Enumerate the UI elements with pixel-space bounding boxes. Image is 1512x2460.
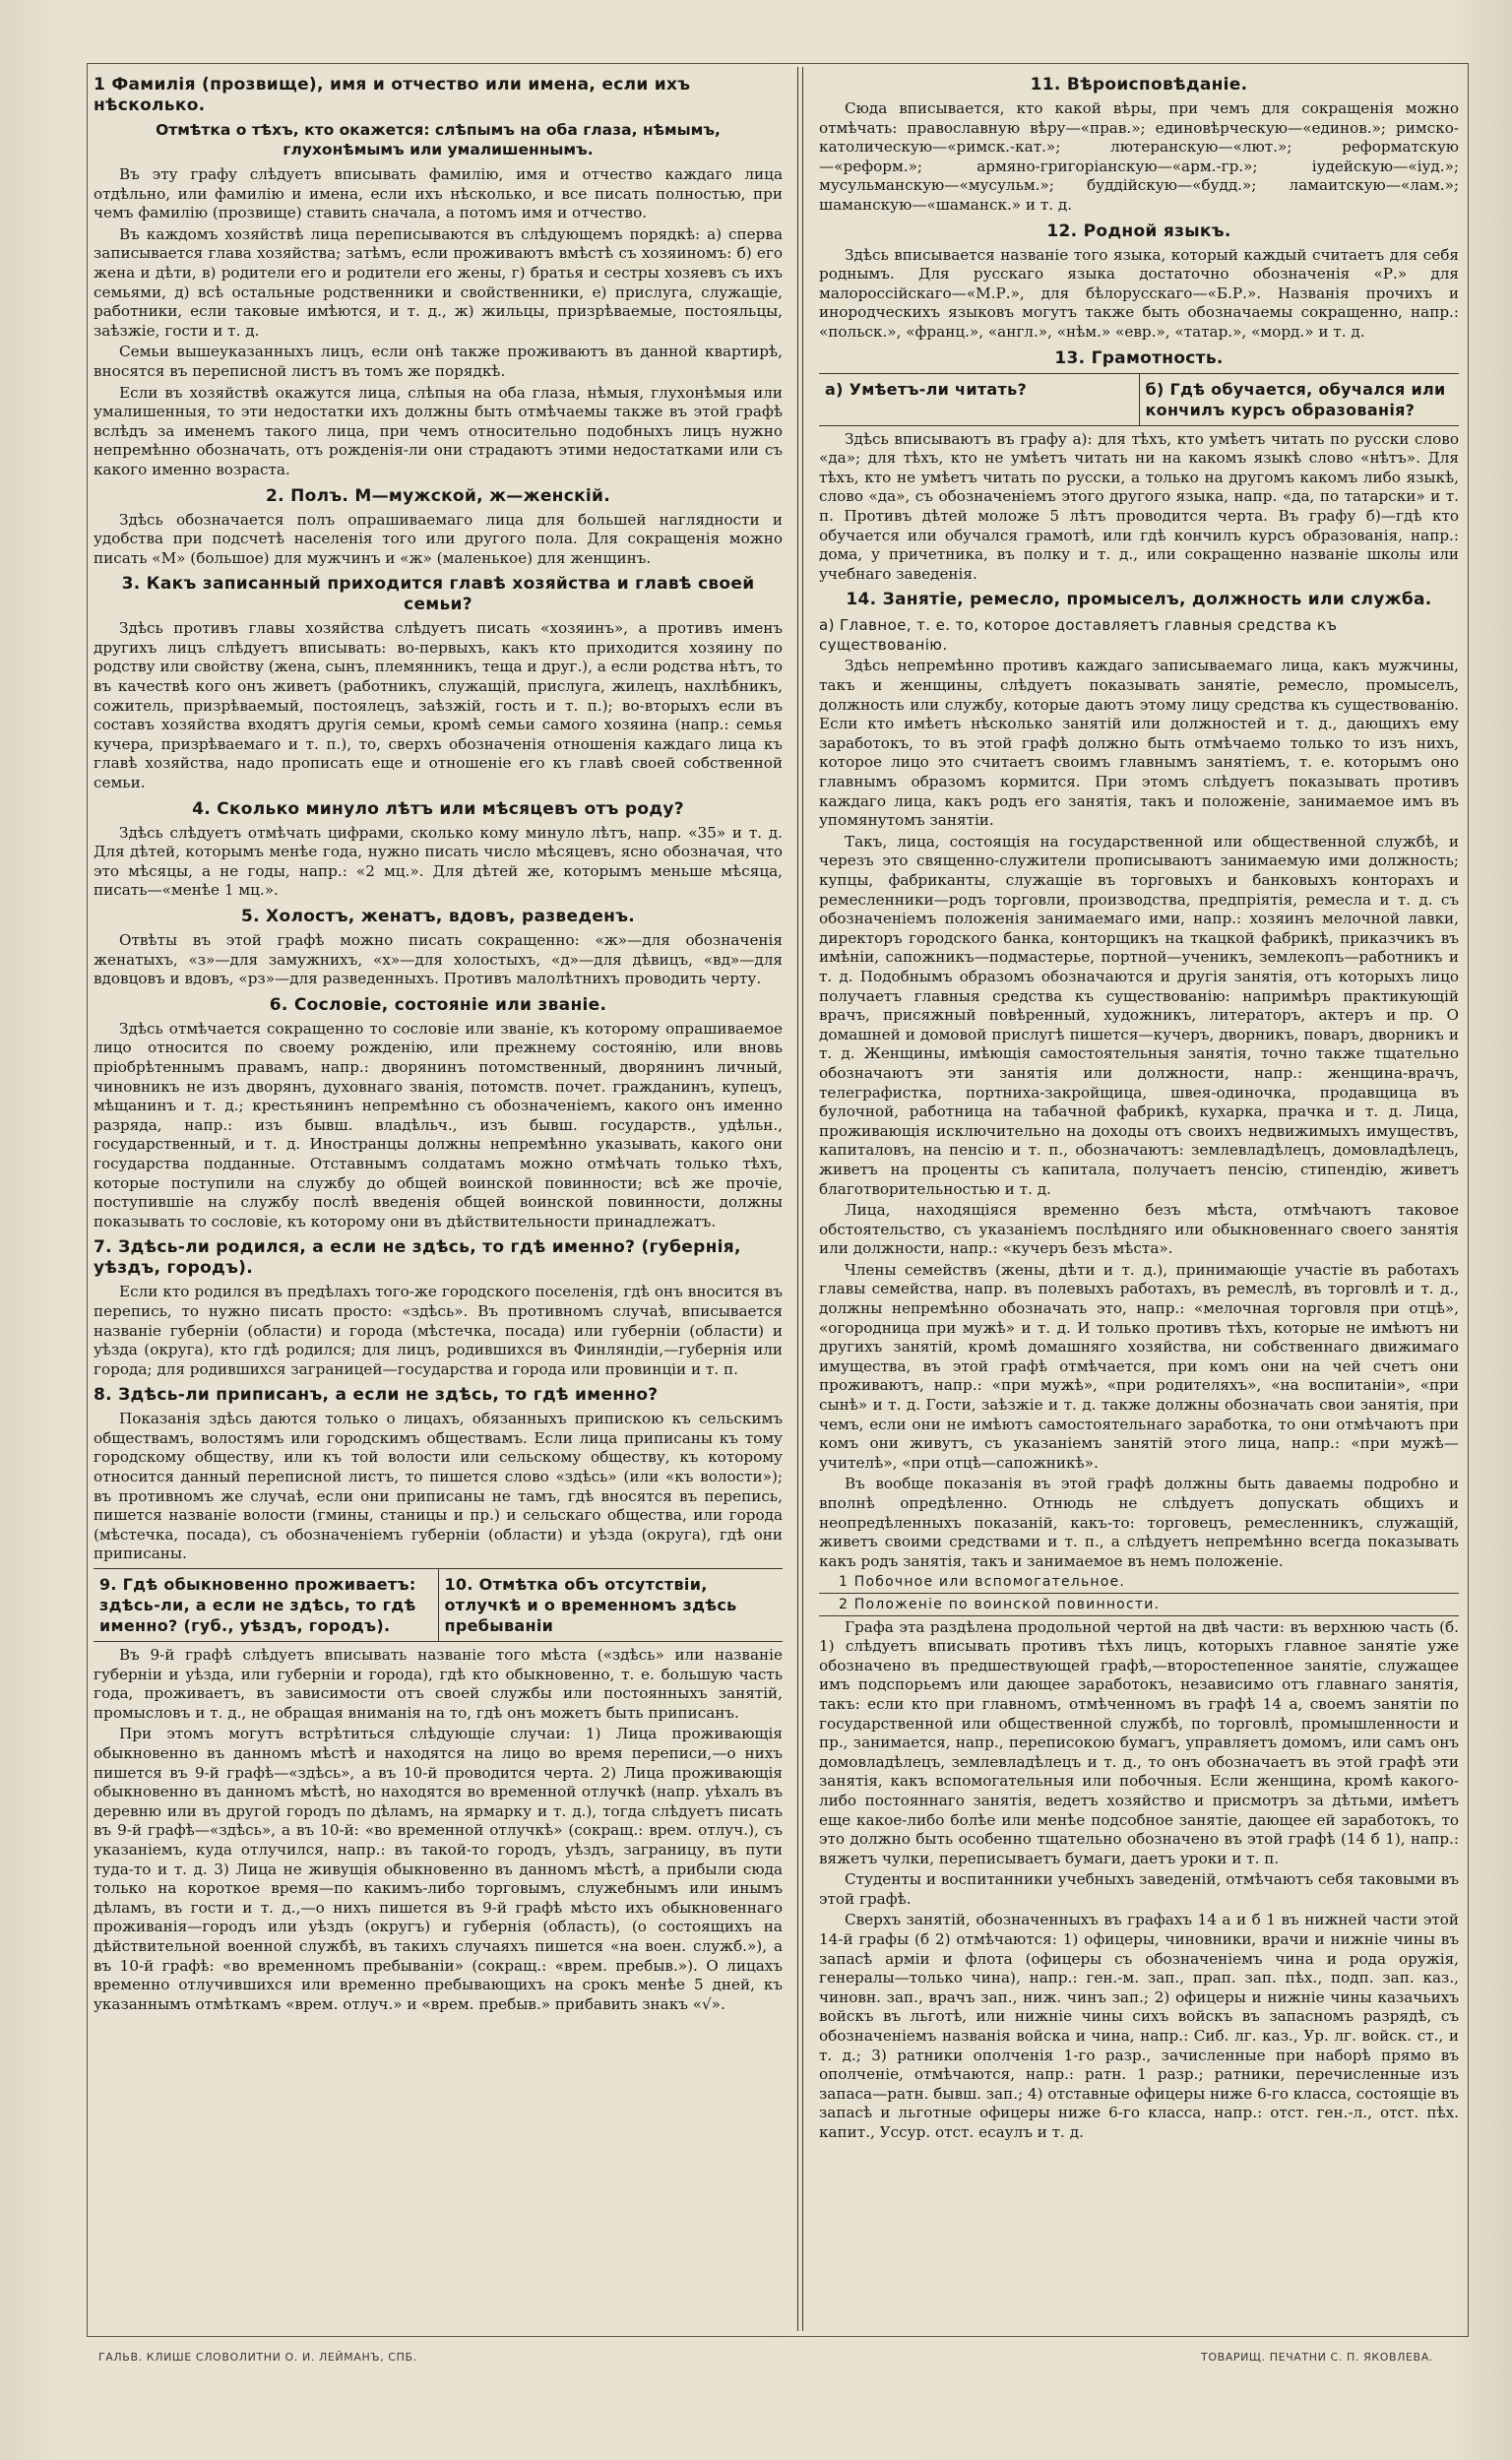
section-1-paragraph: Если въ хозяйствѣ окажутся лица, слѣпыя на оба глаза, нѣмыя, глухонѣмыя или умалишенныя, то эти недостатки ихъ должны быть отмѣчаемы также въ этой графѣ вслѣдъ за именемъ такого лица, при чемъ относительно подобныхъ лицъ нужно непремѣнно обозначать, отъ рожденія-ли они страдаютъ этими недостатками или съ какого именно возраста.	[94, 383, 783, 478]
section-10-title: 10. Отмѣтка объ отсутствіи, отлучкѣ и о временномъ здѣсь пребываніи	[444, 1575, 737, 1636]
section-1-paragraph: Въ каждомъ хозяйствѣ лица переписываются въ слѣдующемъ порядкѣ: а) сперва записывается глава хозяйства; затѣмъ, если проживаютъ вмѣстѣ съ хозяиномъ: б) его жена и дѣти, в) родители его и родители его жены, г) братья и сестры хозяевъ съ ихъ семьями, д) всѣ остальные родственники и свойственники, е) прислуга, служащіе, работники, если таковые имѣются, и т. д., ж) жильцы, призрѣваемые, постояльцы, заѣзжіе, гости и т. д.	[94, 224, 783, 340]
section-14-paragraph: Въ вообще показанія въ этой графѣ должны быть даваемы подробно и вполнѣ опредѣленно. Отнюдь не слѣдуетъ допускать общихъ и неопредѣленныхъ показаній, какъ-то: торговецъ, ремесленникъ, служащій, живетъ своими средствами и т. п., а слѣдуетъ непремѣнно всегда показывать какъ родъ занятія, такъ и занимаемое въ немъ положеніе.	[819, 1475, 1459, 1570]
section-11-title: 11. Вѣроисповѣданіе.	[1030, 75, 1248, 95]
section-14b1-subtitle: 1 Побочное или вспомогательное.	[819, 1573, 1459, 1594]
section-9-10-header	[94, 1568, 783, 1642]
section-13a-title: а) Умѣетъ-ли читать?	[825, 379, 1028, 399]
section-3-title: 3. Какъ записанный приходится главѣ хозяйства и главѣ своей семьи?	[121, 574, 755, 615]
section-14-paragraph: Такъ, лица, состоящія на государственной или общественной службѣ, и черезъ это священно-служители прописываютъ занимаемую ими должность; купцы, фабриканты, служащіе въ торговыхъ и банковыхъ конторахъ и ремесленники—родъ торговли, производства, предпріятія, ремесла и т. д. съ обозначеніемъ положенія занимаемаго ими, напр.: хозяинъ мелочной лавки, директоръ городского банка, конторщикъ на ткацкой фабрикѣ, приказчикъ въ имѣніи, сапожникъ—подмастерье, портной—ученикъ, землекопъ—работникъ и т. д. Подобнымъ образомъ обозначаются и другія занятія, отъ которыхъ лицо получаетъ главныя средства къ существованію: напримѣръ практикующій врачъ, присяжный повѣренный, художникъ, литераторъ, актеръ и пр. О домашней и домовой прислугѣ пишется—кучеръ, дворникъ, поваръ, дворникъ и т. д. Женщины, имѣющія самостоятельныя занятія, точно также тщательно обозначаютъ эти занятія или должности, напр.: женщина-врачъ, телеграфистка, портниха-закройщица, швея-одиночка, продавщица въ булочной, работница на табачной фабрикѣ, кухарка, прачка и т. д. Лица, проживающія исключительно на доходы отъ своихъ недвижимыхъ имуществъ, капиталовъ, на пенсію и т. п., обозначаютъ: землевладѣлецъ, домовладѣлецъ, живетъ на проценты съ капитала, получаетъ пенсію, стипендію, живетъ благотворительностью и т. д.	[819, 832, 1459, 1198]
section-13-paragraph: Здѣсь вписываютъ въ графу а): для тѣхъ, кто умѣетъ читать по русски слово «да»; для тѣхъ, кто не умѣетъ читать ни на какомъ языкѣ слово «нѣтъ». Для тѣхъ, кто не умѣетъ читать по русски, а только на другомъ какомъ либо языкѣ, слово «да», съ обозначеніемъ этого другого языка, напр. «да, по татарски» и т. п. Противъ дѣтей моложе 5 лѣтъ проводится черта. Въ графу б)—гдѣ кто обучается или обучался грамотѣ, или гдѣ кончилъ курсъ образованія, напр.: дома, у причетника, въ полку и т. д., или сокращенно названіе школы или учебнаго заведенія.	[819, 429, 1459, 583]
section-14-paragraph: Члены семействъ (жены, дѣти и т. д.), принимающіе участіе въ работахъ главы семейства, напр. въ полевыхъ работахъ, въ ремеслѣ, въ торговлѣ и т. д., должны непремѣнно обозначать это, напр.: «мелочная торговля при отцѣ», «огородница при мужѣ» и т. д. И только противъ тѣхъ, которые не имѣютъ ни другихъ занятій, кромѣ домашняго хозяйства, ни собственнаго движимаго имущества, въ этой графѣ отмѣчается, при комъ они на чей счетъ они проживаютъ, напр.: «при мужѣ», «при родителяхъ», «на воспитаніи», «при сынѣ» и т. д. Гости, заѣзжіе и т. д. также должны обозначать свои занятія, при чемъ, если они не имѣютъ самостоятельнаго заработка, то они отмѣчаютъ при комъ они живутъ, съ указаніемъ занятій этого лица, напр.: «при мужѣ—учителѣ», «при отцѣ—сапожникѣ».	[819, 1260, 1459, 1472]
section-12-paragraph: Здѣсь вписывается названіе того языка, который каждый считаетъ для себя роднымъ. Для русскаго языка достаточно обозначенія «Р.» для малороссійскаго—«М.Р.», для бѣлорусскаго—«Б.Р.». Названія прочихъ и инородческихъ языковъ могутъ также быть обозначаемы сокращенно, напр.: «польск.», «франц.», «англ.», «нѣм.» «евр.», «татар.», «морд.» и т. д.	[819, 245, 1459, 341]
section-6-title: 6. Сословіе, состояніе или званіе.	[269, 994, 607, 1015]
column-divider	[797, 67, 798, 2331]
section-1-title: 1 Фамилія (прозвище), имя и отчество или имена, если ихъ нѣсколько.	[94, 75, 691, 115]
section-9-paragraph: При этомъ могутъ встрѣтиться слѣдующіе случаи: 1) Лица проживающія обыкновенно въ данномъ мѣстѣ и находятся на лицо во время переписи,—о нихъ пишется въ 9-й графѣ—«здѣсь», а въ 10-й проводится черта. 2) Лица проживающія обыкновенно въ данномъ мѣстѣ, но находятся во временной отлучкѣ (напр. уѣхалъ въ деревню или въ другой городъ по дѣламъ, на ярмарку и т. д.), тогда слѣдуетъ писать въ 9-й графѣ—«здѣсь», а въ 10-й: «во временной отлучкѣ» (сокращ.: врем. отлуч.), съ указаніемъ, куда отлучился, напр.: въ такой-то городъ, уѣздъ, заграницу, въ пути туда-то и т. д. 3) Лица не живущія обыкновенно въ данномъ мѣстѣ, а прибыли сюда только на короткое время—по какимъ-либо торговымъ, служебнымъ или инымъ дѣламъ, въ гости и т. д.,—о нихъ пишется въ 9-й графѣ мѣсто ихъ обыкновеннаго проживанія—городъ или уѣздъ (округъ) и губернія (область), (о состоящихъ на дѣйствительной военной службѣ, въ такихъ случаяхъ пишется «на воен. служб.»), а въ 10-й графѣ: «во временномъ пребываніи» (сокращ.: «врем. пребыв.»). О лицахъ временно отлучившихся или временно пребывающихъ на срокъ менѣе 5 дней, къ указаннымъ отмѣткамъ «врем. отлуч.» и «врем. пребыв.» прибавить знакъ «√».	[94, 1725, 783, 2013]
section-5-paragraph: Отвѣты въ этой графѣ можно писать сокращенно: «ж»—для обозначенія женатыхъ, «з»—для замужнихъ, «х»—для холостыхъ, «д»—для дѣвицъ, «вд»—для вдовцовъ и вдовъ, «рз»—для разведенныхъ. Противъ малолѣтнихъ проводить черту.	[94, 931, 783, 988]
section-10-cell	[439, 1569, 784, 1641]
section-14-paragraph: Графа эта раздѣлена продольной чертой на двѣ части: въ верхнюю часть (б. 1) слѣдуетъ вписывать противъ тѣхъ лицъ, которыхъ главное занятіе уже обозначено въ предшествующей графѣ,—второстепенное занятіе, служащее имъ подспорьемъ или дающее заработокъ, независимо отъ главнаго занятія, такъ: если кто при главномъ, отмѣченномъ въ графѣ 14 а, своемъ занятіи по государственной или общественной службѣ, по торговлѣ, промышленности и пр., занимается, напр., переписокою бумагъ, управляетъ домомъ, или самъ онъ домовладѣлецъ, землевладѣлецъ и т. д., то онъ обозначаетъ въ этой графѣ эти занятія, какъ вспомогательныя или побочныя. Если женщина, кромѣ какого-либо постояннаго занятія, ведетъ хозяйство и присмотръ за дѣтьми, имѣетъ еще какое-либо болѣе или менѣе подсобное занятіе, дающее ей заработокъ, то это должно быть особенно тщательно обозначено въ этой графѣ (14 б 1), напр.: вяжетъ чулки, переписываетъ бумаги, даетъ уроки и т. п.	[819, 1617, 1459, 1867]
section-3-paragraph: Здѣсь противъ главы хозяйства слѣдуетъ писать «хозяинъ», а противъ именъ другихъ лицъ слѣдуетъ вписывать: во-первыхъ, какъ кто приходится хозяину по родству или свойству (жена, сынъ, племянникъ, теща и друг.), а если родства нѣтъ, то въ качествѣ кого онъ живетъ (работникъ, служащій, прислуга, жилецъ, нахлѣбникъ, сожитель, призрѣваемый, постоялецъ, заѣзжій, гость и т. п.); во-вторыхъ если въ составъ хозяйства входятъ другія семьи, кромѣ семьи самого хозяина (напр.: семья кучера, призрѣваемаго и т. п.), то, сверхъ обозначенія отношенія каждаго лица къ главѣ хозяйства, надо прописать еще и отношеніе его къ главѣ своей собственной семьи.	[94, 619, 783, 792]
section-9-cell	[94, 1569, 439, 1641]
section-11-paragraph: Сюда вписывается, кто какой вѣры, при чемъ для сокращенія можно отмѣчать: православную вѣру—«прав.»; единовѣрческую—«единов.»; римско-католическую—«римск.-кат.»; лютеранскую—«лют.»; реформатскую—«реформ.»; армяно-григоріанскую—«арм.-гр.»; іудейскую—«іуд.»; мусульманскую—«мусульм.»; буддійскую—«будд.»; ламаитскую—«лам.»; шаманскую—«шаманск.» и т. д.	[819, 99, 1459, 214]
section-9-title: 9. Гдѣ обыкновенно проживаетъ: здѣсь-ли, а если не здѣсь, то гдѣ именно? (губ., уѣздъ, городъ).	[99, 1575, 416, 1636]
section-6-paragraph: Здѣсь отмѣчается сокращенно то сословіе или званіе, къ которому опрашиваемое лицо относится по своему рожденію, или прежнему состоянію, или вновь пріобрѣтеннымъ правамъ, напр.: дворянинъ потомственный, дворянинъ личный, чиновникъ не изъ дворянъ, духовнаго званія, потомств. почет. гражданинъ, купецъ, мѣщанинъ и т. д.; крестьянинъ непремѣнно съ обозначеніемъ, какого онъ именно разряда, напр.: изъ бывш. владѣльч., изъ бывш. государств., удѣльн., государственный, и т. д. Иностранцы должны непремѣнно указывать, какого они государства подданные. Отставнымъ солдатамъ можно отмѣчать только тѣхъ, которые поступили на службу до общей воинской повинности; всѣ же прочіе, поступившіе на службу послѣ введенія общей воинской повинности, должны показывать то сословіе, къ которому они въ дѣйствительности принадлежатъ.	[94, 1019, 783, 1230]
section-1-paragraph: Въ эту графу слѣдуетъ вписывать фамилію, имя и отчество каждаго лица отдѣльно, или фамилію и имена, если ихъ нѣсколько, и все писать полностью, при чемъ фамилію (прозвище) ставить сначала, а потомъ имя и отчество.	[94, 165, 783, 222]
right-column	[819, 69, 1459, 2274]
section-5-title: 5. Холостъ, женатъ, вдовъ, разведенъ.	[240, 907, 636, 926]
printer-imprint-left: ГАЛЬВ. КЛИШЕ СЛОВОЛИТНИ О. И. ЛЕЙМАНЪ, СПБ.	[98, 2351, 417, 2364]
section-2-paragraph: Здѣсь обозначается полъ опрашиваемаго лица для большей наглядности и удобства при подсчетѣ населенія того или другого пола. Для сокращенія можно писать «М» (большое) для мужчинъ и «ж» (маленькое) для женщинъ.	[94, 510, 783, 567]
column-divider-inner	[802, 67, 803, 2331]
left-column	[94, 69, 783, 2274]
section-14-paragraph: Лица, находящіяся временно безъ мѣста, отмѣчаютъ таковое обстоятельство, съ указаніемъ послѣдняго или обыкновеннаго своего занятія или должности, напр.: «кучеръ безъ мѣста».	[819, 1201, 1459, 1258]
section-13b-title: б) Гдѣ обучается, обучался или кончилъ курсъ образованія?	[1145, 379, 1446, 419]
section-12-title: 12. Родной языкъ.	[1046, 221, 1231, 241]
section-8-paragraph: Показанія здѣсь даются только о лицахъ, обязанныхъ припискою къ сельскимъ обществамъ, волостямъ или городскимъ обществамъ. Если лица приписаны къ тому городскому обществу, или къ той волости или сельскому обществу, къ которому относится данный переписной листъ, то пишется слово «здѣсь» (или «къ волости»); въ противномъ же случаѣ, если они приписаны не тамъ, гдѣ вносятся въ перепись, пишется названіе волости (гмины, станицы и пр.) и сельскаго общества, или города (мѣстечка, посада), съ обозначеніемъ губерніи (области) и уѣзда (округа), гдѣ они приписаны.	[94, 1410, 783, 1563]
section-1-paragraph: Семьи вышеуказанныхъ лицъ, если онѣ также проживаютъ въ данной квартирѣ, вносятся въ переписной листъ въ томъ же порядкѣ.	[94, 343, 783, 380]
section-14-paragraph: Сверхъ занятій, обозначенныхъ въ графахъ 14 а и б 1 въ нижней части этой 14-й графы (б 2) отмѣчаются: 1) офицеры, чиновники, врачи и нижніе чины въ запасѣ арміи и флота (офицеры съ обозначеніемъ чина и рода оружія, генералы—только чина), напр.: ген.-м. зап., прап. зап. пѣх., подп. зап. каз., чиновн. зап., врачъ зап., ниж. чинъ зап.; 2) офицеры и нижніе чины казачьихъ войскъ въ льготѣ, или нижніе чины сихъ войскъ въ запасномъ разрядѣ, съ обозначеніемъ названія войска и чина, напр.: Сиб. лг. каз., Ур. лг. войск. ст., и т. д.; 3) ратники ополченія 1-го разр., зачисленные при наборѣ прямо въ ополченіе, отмѣчаются, напр.: ратн. 1 разр.; ратники, перечисленные изъ запаса—ратн. бывш. зап.; 4) отставные офицеры ниже 6-го класса, состоящіе въ запасѣ и льготные офицеры ниже 6-го класса, напр.: отст. ген.-л., отст. пѣх. капит., Уссур. отст. есаулъ и т. д.	[819, 1911, 1459, 2141]
printer-imprint-right: ТОВАРИЩ. ПЕЧАТНИ С. П. ЯКОВЛЕВА.	[1201, 2351, 1433, 2364]
section-4-title: 4. Сколько минуло лѣтъ или мѣсяцевъ отъ роду?	[192, 798, 684, 819]
section-13-title: 13. Грамотность.	[1054, 347, 1224, 368]
section-1-note: Отмѣтка о тѣхъ, кто окажется: слѣпымъ на оба глаза, нѣмымъ, глухонѣмымъ или умалишеннымъ.	[156, 121, 721, 158]
section-14-title: 14. Занятіе, ремесло, промыселъ, должность или служба.	[846, 590, 1432, 610]
section-8-title: 8. Здѣсь-ли приписанъ, а если не здѣсь, то гдѣ именно?	[94, 1385, 659, 1406]
section-13b-cell	[1140, 374, 1460, 425]
section-7-paragraph: Если кто родился въ предѣлахъ того-же городского поселенія, гдѣ онъ вносится въ перепись, то нужно писать просто: «здѣсь». Въ противномъ случаѣ, вписывается названіе губерніи (области) и города (мѣстечка, посада) или губерніи (области) и уѣзда (округа), кто гдѣ родился; для лицъ, родившихся въ Финляндіи,—губернія или города; для родившихся заграницей—государства и города или провинціи и т. п.	[94, 1283, 783, 1378]
section-14-paragraph: Здѣсь непремѣнно противъ каждаго записываемаго лица, какъ мужчины, такъ и женщины, слѣдуетъ показывать занятіе, ремесло, промыселъ, должность или службу, которые даютъ этому лицу средства къ существованію. Если кто имѣетъ нѣсколько занятій или должностей и т. д., дающихъ ему заработокъ, то въ этой графѣ должно быть отмѣчаемо только то изъ нихъ, которое лицо это считаетъ своимъ главнымъ занятіемъ, т. е. которымъ оно главнымъ образомъ кормится. При этомъ слѣдуетъ показывать противъ каждаго лица, какъ родъ его занятія, такъ и положеніе, занимаемое имъ въ упомянутомъ занятіи.	[819, 657, 1459, 830]
section-9-paragraph: Въ 9-й графѣ слѣдуетъ вписывать названіе того мѣста («здѣсь» или названіе губерніи и уѣзда, или губерніи и города), гдѣ кто обыкновенно, т. е. большую часть года, проживаетъ, въ зависимости отъ своей службы или постоянныхъ занятій, промысловъ и т. д., не обращая вниманія на то, гдѣ онъ можетъ быть приписанъ.	[94, 1646, 783, 1722]
section-14-paragraph: Студенты и воспитанники учебныхъ заведеній, отмѣчаютъ себя таковыми въ этой графѣ.	[819, 1870, 1459, 1908]
section-14a-subtitle: а) Главное, т. е. то, которое доставляетъ главныя средства къ существованію.	[819, 616, 1338, 654]
section-4-paragraph: Здѣсь слѣдуетъ отмѣчать цифрами, сколько кому минуло лѣтъ, напр. «35» и т. д. Для дѣтей, которымъ менѣе года, нужно писать число мѣсяцевъ, ясно обозначая, что это мѣсяцы, а не годы, напр.: «2 мц.». Для дѣтей же, которымъ меньше мѣсяца, писать—«менѣе 1 мц.».	[94, 823, 783, 900]
section-13-subheader	[819, 373, 1459, 426]
section-7-title: 7. Здѣсь-ли родился, а если не здѣсь, то гдѣ именно? (губернія, уѣздъ, городъ).	[94, 1237, 741, 1279]
section-13a-cell	[819, 374, 1140, 425]
section-2-title: 2. Полъ. М—мужской, ж—женскій.	[265, 485, 611, 506]
section-14b2-subtitle: 2 Положеніе по воинской повинности.	[819, 1596, 1459, 1616]
